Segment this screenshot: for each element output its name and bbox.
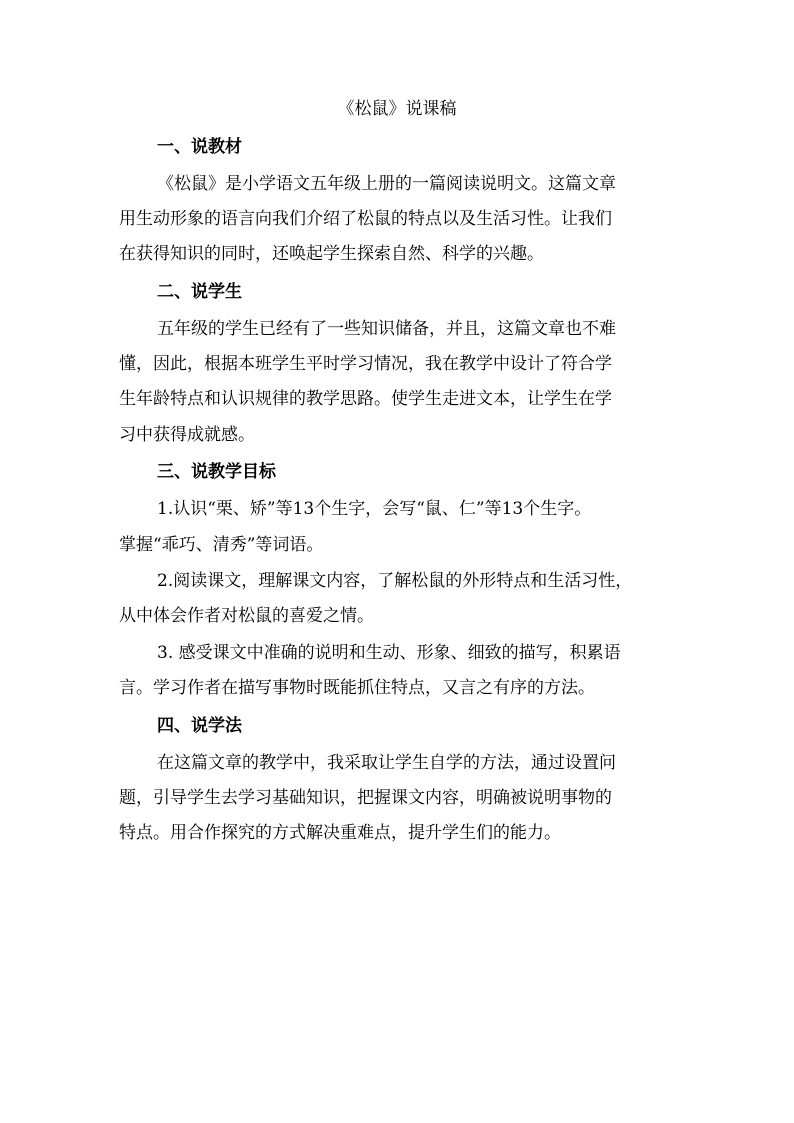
paragraph-line: 从中体会作者对松鼠的喜爱之情。: [119, 606, 374, 626]
section-heading-teaching-goals: 三、说教学目标: [157, 462, 276, 482]
paragraph-line: 掌握“乖巧、清秀”等词语。: [119, 535, 324, 555]
section-heading-students: 二、说学生: [157, 282, 242, 302]
paragraph-line: 3. 感受课文中准确的说明和生动、形象、细致的描写，积累语: [157, 643, 621, 663]
paragraph-line: 1.认识“栗、矫”等13个生字，会写“鼠、仁”等13个生字。: [157, 499, 592, 519]
paragraph-line: 《松鼠》是小学语文五年级上册的一篇阅读说明文。这篇文章: [157, 174, 616, 194]
paragraph-line: 习中获得成就感。: [119, 425, 255, 445]
paragraph-line: 生年龄特点和认识规律的教学思路。使学生走进文本，让学生在学: [119, 389, 612, 409]
paragraph-line: 五年级的学生已经有了一些知识储备，并且，这篇文章也不难: [157, 319, 616, 339]
paragraph-line: 在这篇文章的教学中，我采取让学生自学的方法，通过设置问: [157, 753, 616, 773]
section-heading-teaching-material: 一、说教材: [157, 137, 242, 157]
paragraph-line: 在获得知识的同时，还唤起学生探索自然、科学的兴趣。: [119, 244, 544, 264]
paragraph-line: 特点。用合作探究的方式解决重难点，提升学生们的能力。: [119, 823, 561, 843]
paragraph-line: 用生动形象的语言向我们介绍了松鼠的特点以及生活习性。让我们: [119, 209, 612, 229]
paragraph-line: 言。学习作者在描写事物时既能抓住特点，又言之有序的方法。: [119, 678, 595, 698]
document-title: 《松鼠》说课稿: [337, 99, 457, 119]
paragraph-line: 懂，因此，根据本班学生平时学习情况，我在教学中设计了符合学: [119, 354, 612, 374]
section-heading-learning-methods: 四、说学法: [157, 716, 242, 736]
paragraph-line: 2.阅读课文，理解课文内容，了解松鼠的外形特点和生活习性，: [157, 571, 633, 591]
paragraph-line: 题，引导学生去学习基础知识，把握课文内容，明确被说明事物的: [119, 788, 612, 808]
